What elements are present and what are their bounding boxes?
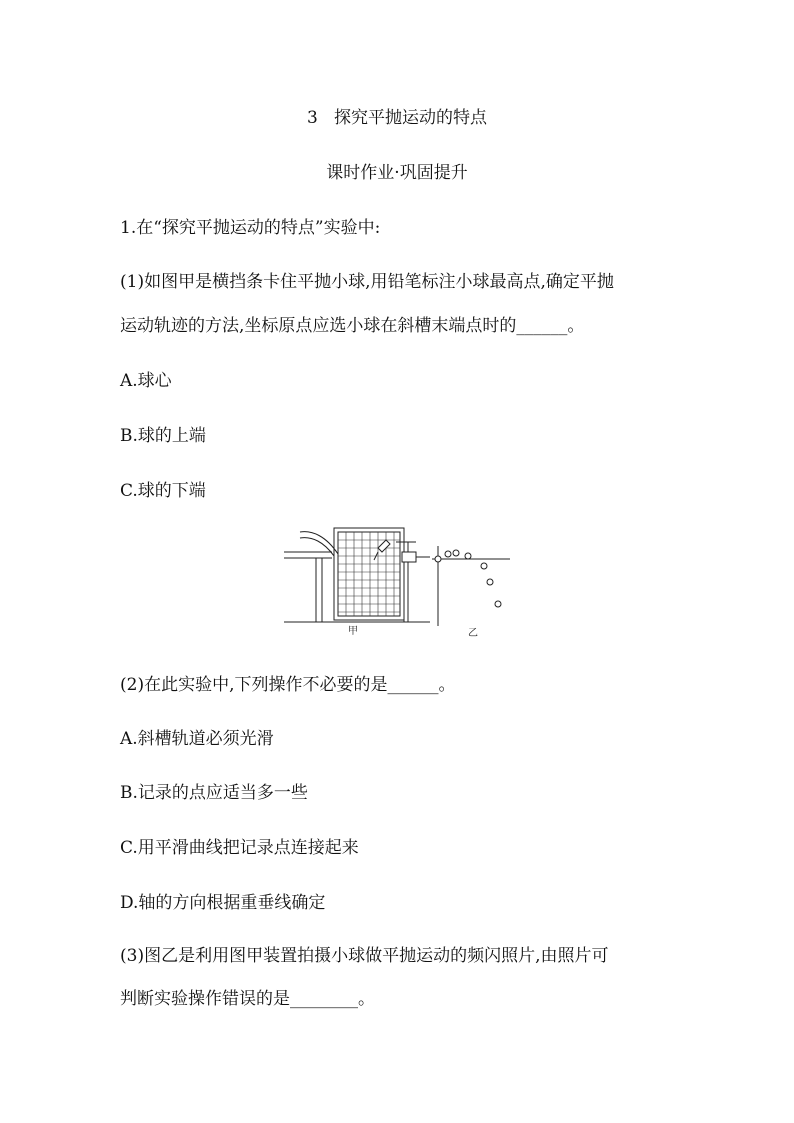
part2-stem: (2)在此实验中,下列操作不必要的是______。	[120, 675, 456, 695]
section-title: 探究平抛运动的特点	[334, 108, 488, 128]
part1-option-b: B.球的上端	[120, 426, 206, 446]
part2-option-a: A.斜槽轨道必须光滑	[120, 729, 274, 749]
figure-label-yi: 乙	[468, 628, 478, 639]
part2-option-b: B.记录的点应适当多一些	[120, 783, 308, 803]
apparatus-drawing	[282, 522, 514, 640]
part1-option-a: A.球心	[120, 371, 172, 391]
part2-option-d: D.轴的方向根据重垂线确定	[120, 893, 326, 913]
section-number: 3	[306, 108, 318, 128]
question-intro: 1.在“探究平抛运动的特点”实验中:	[120, 218, 381, 238]
experiment-figure	[282, 522, 514, 640]
page-heading	[0, 108, 794, 128]
part1-line1: (1)如图甲是横挡条卡住平抛小球,用铅笔标注小球最高点,确定平抛	[120, 272, 614, 292]
part3-line1: (3)图乙是利用图甲装置拍摄小球做平抛运动的频闪照片,由照片可	[120, 946, 609, 966]
part1-line2: 运动轨迹的方法,坐标原点应选小球在斜槽末端点时的______。	[120, 316, 585, 336]
part3-line2: 判断实验操作错误的是________。	[120, 989, 375, 1009]
part1-option-c: C.球的下端	[120, 481, 206, 501]
page-subtitle: 课时作业·巩固提升	[326, 163, 468, 183]
part2-option-c: C.用平滑曲线把记录点连接起来	[120, 838, 359, 858]
figure-label-jia: 甲	[348, 626, 358, 637]
